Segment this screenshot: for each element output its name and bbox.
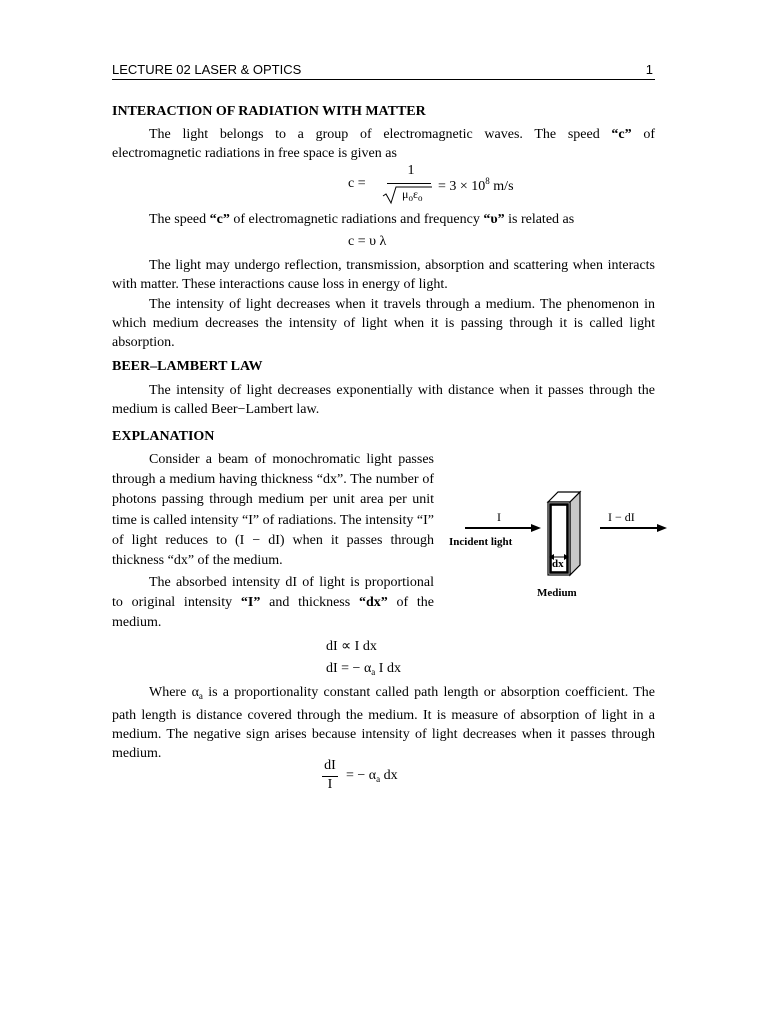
equation-speed-rhs: = $3 \times 10^8$ m/s	[438, 176, 514, 194]
paragraph-speed-intro: The light belongs to a group of electromagnetic waves. The speed “c” of	[149, 127, 655, 142]
equation-speed-numerator: 1	[407, 163, 415, 178]
paragraph-absorption-coefficient: Where $\alpha_a$ is a proportionality constant called path length or absorption coefficient. The path length is distance covered through the medium. It is measure of absorption of light in a medium. The negative sign arises because intensity of light decreases when it passes through medium.	[112, 685, 656, 761]
section-heading-beer-lambert: BEER–LAMBERT LAW	[112, 359, 263, 374]
paragraph-explanation: Consider a beam of monochromatic light passes through a medium having thickness “dx”. The number of photons passing through medium per unit area per unit time is called intensity “I” of radiations. The intensity “I” of light reduces to (I − dI) when it passes through thickness “dx” of the medium.	[112, 452, 434, 569]
medium-diagram	[449, 480, 667, 605]
paragraph-interactions: The light may undergo reflection, transmission, absorption and scattering when interacts with matter. These interactions cause loss in energy of light.	[112, 258, 655, 292]
label-dx: dx	[552, 558, 564, 570]
equation-speed-fraction-bar	[387, 183, 431, 184]
page-number: 1	[645, 62, 653, 77]
equation-ratio-numerator: dI	[324, 758, 336, 773]
section-heading-interaction: INTERACTION OF RADIATION WITH MATTER	[112, 104, 426, 119]
section-heading-explanation: EXPLANATION	[112, 429, 215, 444]
equation-speed-lhs: c =	[348, 176, 366, 191]
paragraph-speed-intro-line2: electromagnetic radiations in free space is given as	[112, 146, 397, 161]
equation-speed-denominator: $\mu_o\varepsilon_o$	[402, 187, 423, 203]
header-title: LECTURE 02 LASER & OPTICS	[112, 62, 302, 77]
equation-wave: c = υ λ	[348, 234, 387, 249]
equation-ratio-rhs: = − $\alpha_a$ dx	[346, 768, 398, 784]
label-medium: Medium	[537, 587, 577, 599]
paragraph-proportionality: The absorbed intensity dI of light is proportional to original intensity “I” and thickness “dx” of the medium.	[112, 575, 434, 630]
medium-side-face	[570, 492, 580, 575]
label-intensity-I: I	[497, 510, 501, 524]
header-rule	[112, 79, 655, 80]
label-intensity-reduced: I − dI	[608, 510, 635, 524]
page-header	[112, 60, 655, 80]
document-page	[112, 0, 655, 1024]
equation-ratio-denominator: I	[327, 777, 333, 792]
equation-differential: dI = − $\alpha_a$ I dx	[326, 661, 401, 677]
transmitted-arrow-head	[657, 524, 667, 532]
paragraph-beer-lambert: The intensity of light decreases exponentially with distance when it passes through the medium is called Beer−Lambert law.	[112, 383, 655, 417]
equation-proportional: dI ∝ I dx	[326, 639, 377, 654]
label-incident-light: Incident light	[449, 536, 513, 548]
paragraph-speed-frequency: The speed “c” of electromagnetic radiations and frequency “υ” is related as	[149, 212, 575, 227]
incident-arrow-head	[531, 524, 541, 532]
paragraph-absorption: The intensity of light decreases when it travels through a medium. The phenomenon in which medium decreases the intensity of light when it is passing through it is called light absorption.	[112, 297, 655, 350]
